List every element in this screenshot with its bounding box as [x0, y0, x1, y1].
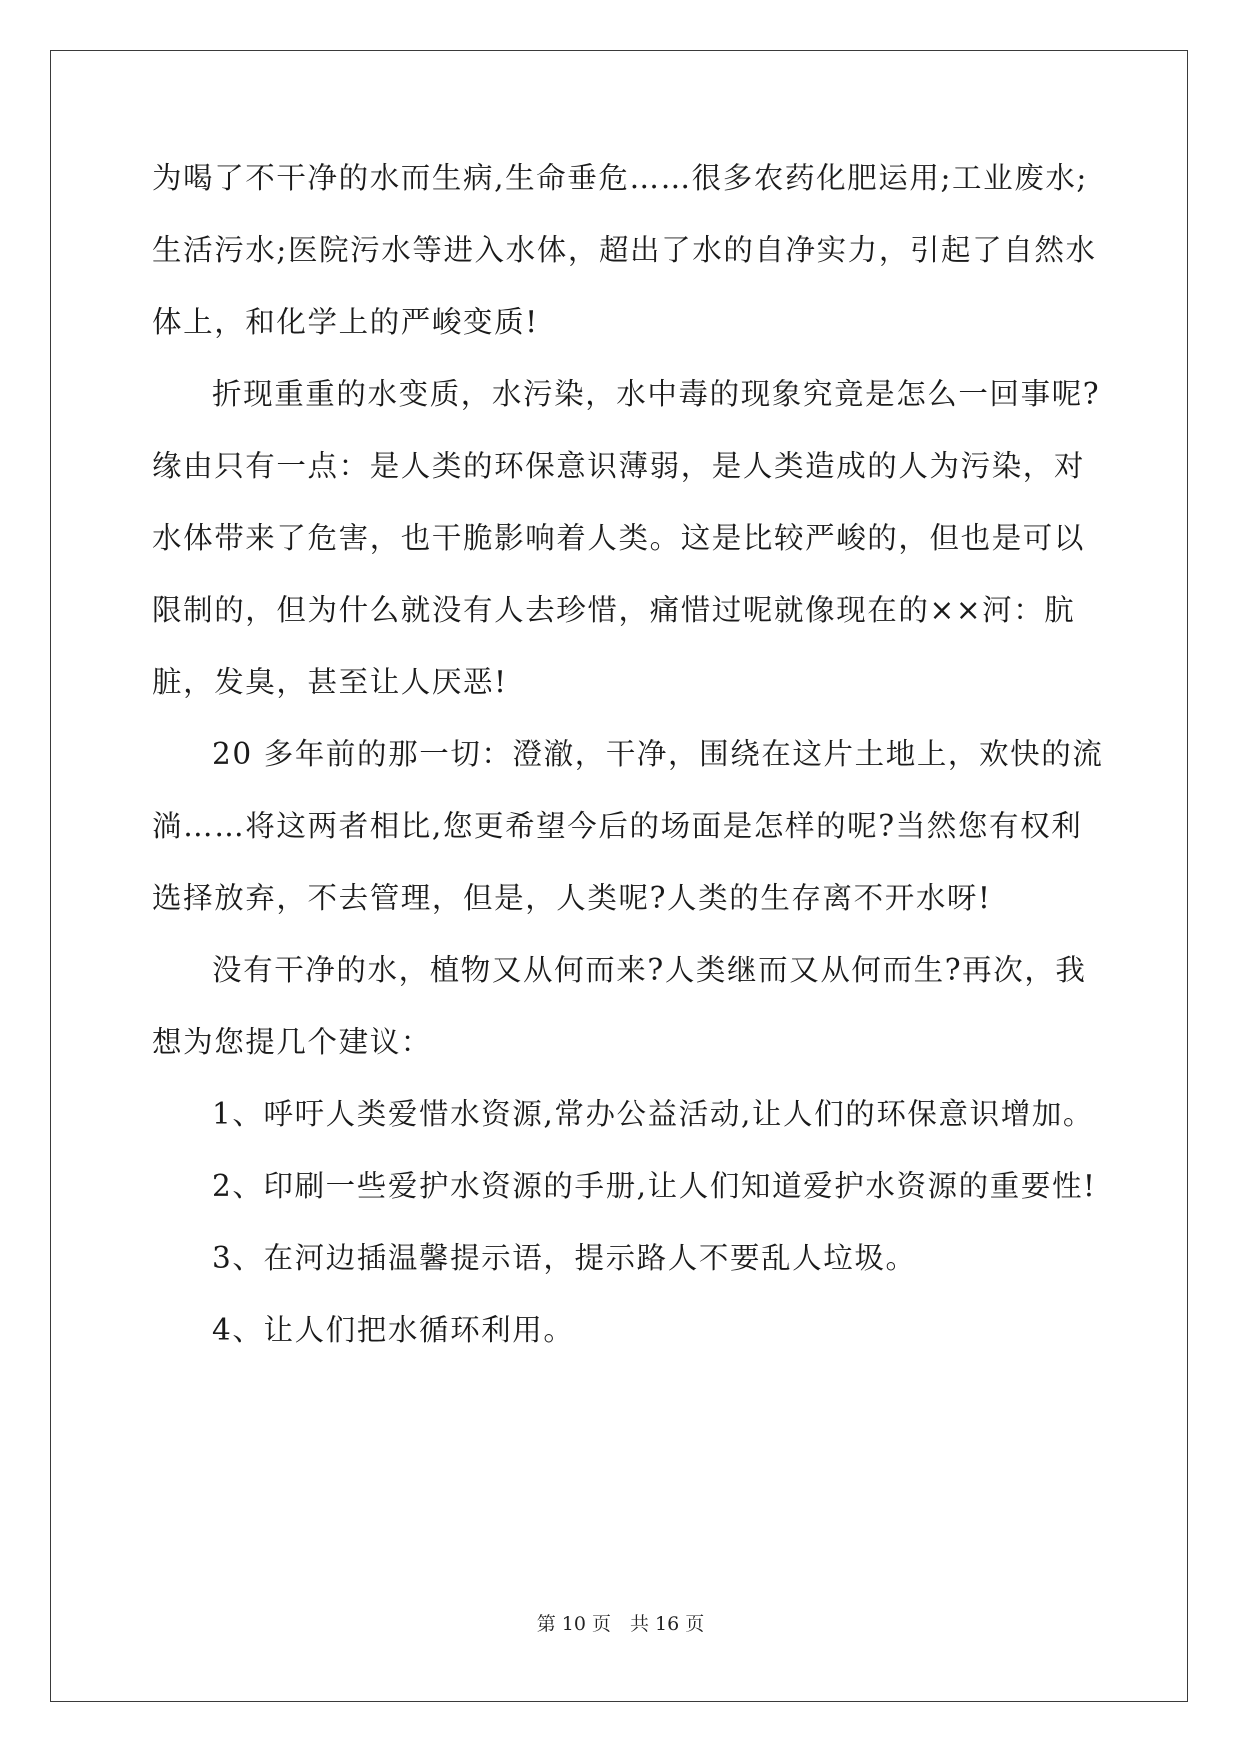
list-item: 3、在河边插温馨提示语，提示路人不要乱人垃圾。	[212, 1241, 917, 1275]
text-line: 想为您提几个建议：	[152, 1025, 432, 1059]
text-line: 缘由只有一点：是人类的环保意识薄弱，是人类造成的人为污染，对	[152, 449, 1086, 483]
list-item: 1、呼吁人类爱惜水资源,常办公益活动,让人们的环保意识增加。	[212, 1097, 1095, 1131]
text-line: 为喝了不干净的水而生病,生命垂危……很多农药化肥运用;工业废水;	[152, 161, 1088, 195]
text-line: 限制的，但为什么就没有人去珍惜，痛惜过呢就像现在的××河：肮	[152, 593, 1076, 627]
page-number-label: 第 10 页 共 16 页	[536, 1613, 705, 1635]
text-line: 体上，和化学上的严峻变质!	[152, 305, 539, 339]
text-line: 水体带来了危害，也干脆影响着人类。这是比较严峻的，但也是可以	[152, 521, 1086, 555]
paragraph-start-line: 20 多年前的那一切：澄澈，干净，围绕在这片土地上，欢快的流	[212, 737, 1104, 771]
text-line: 选择放弃，不去管理，但是，人类呢?人类的生存离不开水呀!	[152, 881, 992, 915]
text-line: 淌……将这两者相比,您更希望今后的场面是怎样的呢?当然您有权利	[152, 809, 1083, 843]
paragraph-start-line: 没有干净的水，植物又从何而来?人类继而又从何而生?再次，我	[212, 953, 1087, 987]
paragraph-start-line: 折现重重的水变质，水污染，水中毒的现象究竟是怎么一回事呢?	[212, 377, 1101, 411]
text-line: 生活污水;医院污水等进入水体，超出了水的自净实力，引起了自然水	[152, 233, 1097, 267]
text-line: 脏，发臭，甚至让人厌恶!	[152, 665, 508, 699]
list-item: 2、印刷一些爱护水资源的手册,让人们知道爱护水资源的重要性!	[212, 1169, 1097, 1203]
page-border	[50, 50, 1188, 1702]
page-footer	[0, 1612, 1241, 1636]
list-item: 4、让人们把水循环利用。	[212, 1313, 575, 1347]
